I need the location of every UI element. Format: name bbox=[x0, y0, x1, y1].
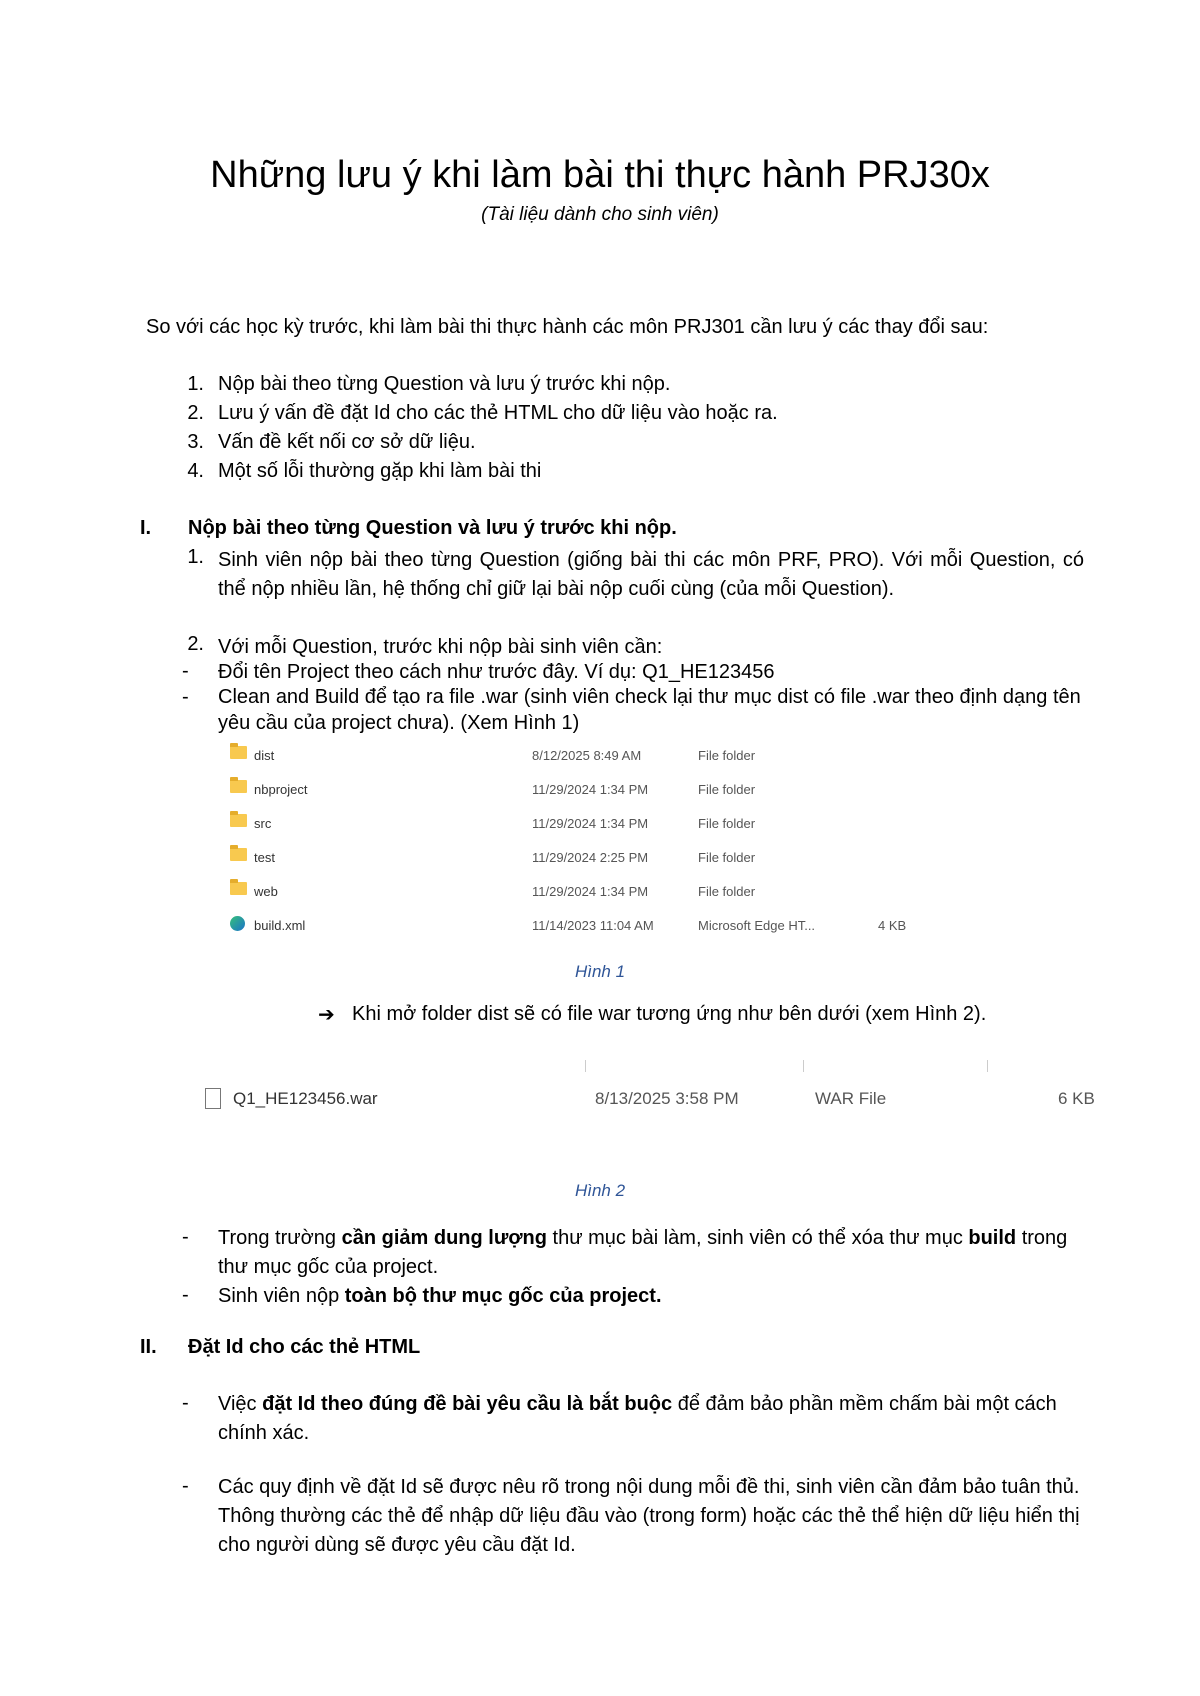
file-date: 11/29/2024 1:34 PM bbox=[532, 884, 649, 899]
folder-icon bbox=[230, 746, 247, 759]
dash-bullet: - bbox=[182, 1392, 189, 1414]
submit-root-note bbox=[218, 1282, 1078, 1311]
file-name: build.xml bbox=[254, 918, 306, 933]
file-icon bbox=[205, 1088, 221, 1109]
file-name: Q1_HE123456.war bbox=[233, 1089, 378, 1108]
dash-bullet: - bbox=[182, 1284, 189, 1306]
list-text: Vấn đề kết nối cơ sở dữ liệu. bbox=[218, 431, 476, 453]
file-type: File folder bbox=[698, 782, 756, 797]
file-date: 8/13/2025 3:58 PM bbox=[595, 1089, 739, 1108]
file-size: 6 KB bbox=[1058, 1089, 1095, 1108]
text-run: Trong trường bbox=[218, 1227, 342, 1249]
emphasis-text: build bbox=[968, 1227, 1017, 1249]
dash-bullet: - bbox=[182, 686, 189, 708]
list-number: 1. bbox=[187, 373, 204, 395]
list-number: 2. bbox=[187, 633, 204, 655]
war-file-row[interactable] bbox=[205, 1082, 1105, 1116]
dash-bullet: - bbox=[182, 1475, 189, 1497]
figure-2-caption: Hình 2 bbox=[574, 1181, 626, 1200]
list-number: 2. bbox=[187, 402, 204, 424]
emphasis-text: cần giảm dung lượng bbox=[341, 1227, 547, 1249]
file-row[interactable] bbox=[230, 810, 950, 836]
list-number: 4. bbox=[187, 460, 204, 482]
file-type: File folder bbox=[698, 850, 756, 865]
document-subtitle: (Tài liệu dành cho sinh viên) bbox=[481, 204, 719, 225]
list-number: 3. bbox=[187, 431, 204, 453]
emphasis-text: toàn bộ thư mục gốc của project. bbox=[344, 1285, 662, 1307]
file-row[interactable] bbox=[230, 776, 950, 802]
file-type: File folder bbox=[698, 816, 756, 831]
file-date: 11/29/2024 1:34 PM bbox=[532, 816, 649, 831]
folder-icon bbox=[230, 848, 247, 861]
file-type: File folder bbox=[698, 748, 756, 763]
dash-bullet: - bbox=[182, 660, 189, 682]
text-run: trong thư mục gốc của project. bbox=[218, 1227, 1068, 1278]
document-title: Những lưu ý khi làm bài thi thực hành PRJ30x bbox=[210, 154, 990, 196]
file-type: File folder bbox=[698, 884, 756, 899]
file-row[interactable] bbox=[230, 844, 950, 870]
right-arrow-icon: ➔ bbox=[318, 1004, 335, 1026]
id-rules-note: Các quy định về đặt Id sẽ được nêu rõ trong nội dung mỗi đề thi, sinh viên cần đảm bảo tuân thủ. Thông thường các thẻ để nhập dữ liệu đầu vào (trong form) hoặc các thẻ thể hiện dữ liệu hiển thị cho người dùng sẽ được yêu cầu đặt Id. bbox=[218, 1476, 1080, 1556]
file-name: nbproject bbox=[254, 782, 308, 797]
text-run: Việc bbox=[218, 1393, 263, 1415]
file-type: WAR File bbox=[815, 1089, 887, 1108]
list-text: Lưu ý vấn đề đặt Id cho các thẻ HTML cho dữ liệu vào hoặc ra. bbox=[218, 402, 778, 424]
file-date: 11/29/2024 2:25 PM bbox=[532, 850, 649, 865]
file-row[interactable] bbox=[230, 912, 950, 938]
file-size: 4 KB bbox=[878, 918, 907, 933]
list-text: Một số lỗi thường gặp khi làm bài thi bbox=[218, 460, 542, 482]
file-type: Microsoft Edge HT... bbox=[698, 918, 816, 933]
figure-1-caption: Hình 1 bbox=[574, 962, 626, 981]
section-number: I. bbox=[140, 517, 152, 539]
list-number: 1. bbox=[187, 546, 204, 568]
text-run: thư mục bài làm, sinh viên có thể xóa thư mục bbox=[546, 1227, 969, 1249]
text-run: để đảm bảo phần mềm chấm bài một cách chính xác. bbox=[218, 1393, 1057, 1444]
file-name: dist bbox=[254, 748, 275, 763]
dash-bullet: - bbox=[182, 1226, 189, 1248]
file-date: 11/29/2024 1:34 PM bbox=[532, 782, 649, 797]
build-step: Clean and Build để tạo ra file .war (sinh viên check lại thư mục dist có file .war theo định dạng tên yêu cầu của project chưa). (Xem Hình 1) bbox=[218, 686, 1081, 734]
emphasis-text: đặt Id theo đúng đề bài yêu cầu là bắt buộc bbox=[262, 1393, 673, 1415]
folder-icon bbox=[230, 780, 247, 793]
file-row[interactable] bbox=[230, 742, 950, 768]
text-run: Sinh viên nộp bbox=[218, 1285, 345, 1307]
file-name: web bbox=[254, 884, 278, 899]
column-divider bbox=[803, 1060, 804, 1072]
column-divider bbox=[987, 1060, 988, 1072]
explorer-file-list bbox=[230, 742, 950, 942]
file-name: test bbox=[254, 850, 275, 865]
file-name: src bbox=[254, 816, 272, 831]
section-title: Nộp bài theo từng Question và lưu ý trước khi nộp. bbox=[188, 517, 677, 539]
rename-step: Đổi tên Project theo cách như trước đây. Ví dụ: Q1_HE123456 bbox=[218, 661, 775, 683]
dist-folder-note: Khi mở folder dist sẽ có file war tương ứng như bên dưới (xem Hình 2). bbox=[352, 1003, 987, 1025]
section-title: Đặt Id cho các thẻ HTML bbox=[188, 1336, 421, 1358]
file-row[interactable] bbox=[230, 878, 950, 904]
intro-paragraph: So với các học kỳ trước, khi làm bài thi thực hành các môn PRJ301 cần lưu ý các thay đổi sau: bbox=[146, 316, 989, 338]
file-date: 8/12/2025 8:49 AM bbox=[532, 748, 642, 763]
folder-icon bbox=[230, 814, 247, 827]
edge-browser-icon bbox=[230, 916, 245, 931]
column-divider bbox=[585, 1060, 586, 1072]
reduce-size-note bbox=[218, 1224, 1078, 1282]
section-number: II. bbox=[140, 1336, 157, 1358]
section-1-item-2: Với mỗi Question, trước khi nộp bài sinh viên cần: bbox=[218, 636, 663, 658]
folder-icon bbox=[230, 882, 247, 895]
list-text: Nộp bài theo từng Question và lưu ý trước khi nộp. bbox=[218, 373, 671, 395]
id-required-note bbox=[218, 1390, 1078, 1448]
file-date: 11/14/2023 11:04 AM bbox=[532, 918, 654, 933]
section-1-item-1: Sinh viên nộp bài theo từng Question (giống bài thi các môn PRF, PRO). Với mỗi Question, có thể nộp nhiều lần, hệ thống chỉ giữ lại bài nộp cuối cùng (của mỗi Question). bbox=[218, 549, 1084, 600]
